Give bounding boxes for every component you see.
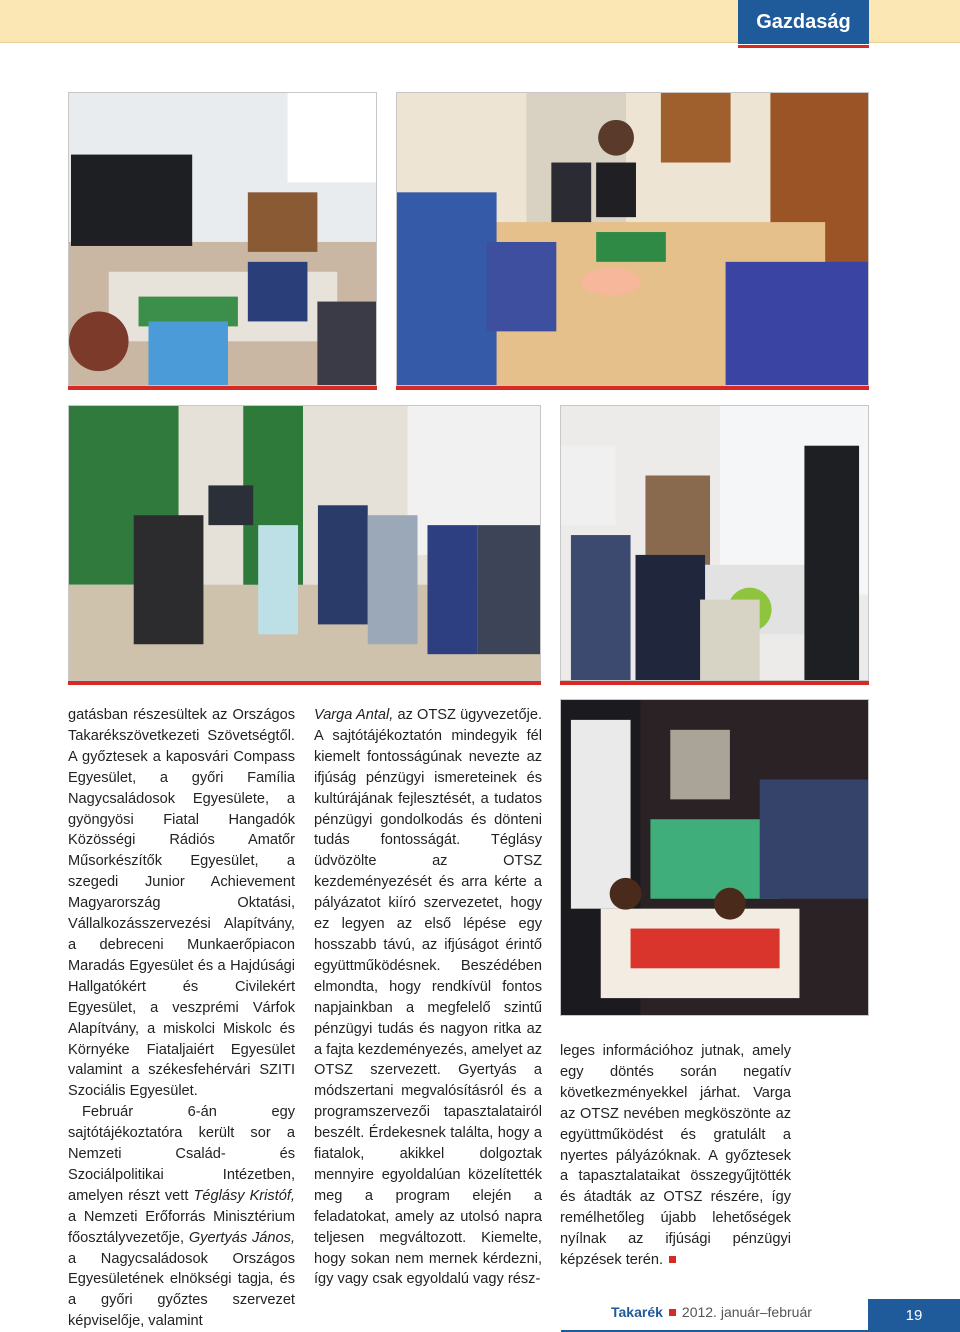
footer [611,1304,812,1320]
section-underline [738,45,869,48]
group-photo-icon [69,406,540,680]
article-column-1 [68,705,295,1332]
photo-accent-bar [396,386,869,390]
article-paragraph: Február 6-án egy sajtótájékoztatóra került sor a Nemzeti Család- és Szociálpolitikai Intézetben, amelyen részt vett Téglásy Kristóf, a Nemzeti Erőforrás Minisztérium főosztályvezetője, Gyertyás János, a Nagycsaládosok Országos Egyesületének elnökségi tagja, és a győri győztes szervezet képviselője, valamint [68,1104,295,1330]
person-name: Gyertyás János, [188,1229,295,1246]
photo-accent-bar [68,681,541,685]
classroom-photo-icon [69,93,376,385]
photo-monopoly-game [560,699,869,1016]
photo-group-seated-in-room [68,405,541,681]
article-column-2 [314,705,542,1290]
magazine-name: Takarék [611,1304,663,1320]
article-paragraph: leges információhoz jutnak, amely egy döntés során negatív következményekkel járhat. Varga az OTSZ nevében megköszönte az együttműködést és gratulált a nyertes pályázóknak. A győztesek a tapasztalataikat összegyűjtötték és átadták az OTSZ részére, így remélhetőleg újabb lehetőségek nyílnak az ifjúsági pénzügyi képzések terén. [560,1043,791,1269]
photo-accent-bar [68,386,377,390]
end-of-article-mark [669,1256,676,1263]
article-paragraph: Varga Antal, az OTSZ ügyvezetője. A sajtótájékoztatón mindegyik fél kiemelt fontosságúnak nevezte az ifjúság pénzügyi ismereteinek és kultúrájának fejlesztését, a tudatos pénzügyi gondolkodás és dönteni tudás fontosságát. Téglásy üdvözölte az OTSZ kezdeményezését és arra kérte a pályázatot kiíró szervezetet, hogy ez legyen az első lépése egy hosszabb távú, az ifjúságot érintő együttműködésnek. Beszédében elmondta, hogy rendkívül fontos napjainkban a megfelelő szintű pénzügyi tudás és nagyon ritka az a fajta kezdeményezés, amelyet az OTSZ szervezett. Gyertyás a módszertani megvalósításról és a programszervezői tapasztalatairól beszélt. Érdekesnek találta, hogy a fiatalok, akikkel dolgoztak mennyire egyoldalúan közelítették meg a program elején a feladatokat, amely az utolsó napra teljesen megváltozott. Kiemelte, hogy sokan nem mernek kérdezni, így vagy csak egyoldalú vagy rész- [314,707,543,1288]
footer-separator [669,1309,676,1316]
article-paragraph: gatásban részesültek az Országos Takarékszövetkezeti Szövetségtől. A győztesek a kaposvári Compass Egyesület, a győri Família Nagycsaládosok Egyesülete, a gyöngyösi Fiatal Hangadók Közösségi Rádiós Amatőr Műsorkészítők Egyesület, a szegedi Junior Achievement Magyarország Oktatási, Vállalkozásszervezési Alapítvány, a debreceni Munkaerőpiacon Maradás Egyesület és a Hajdúsági Hallgatókért és Civilekért Egyesület, a veszprémi Várfok Alapítvány, a miskolci Miskolc és Környéke Fiataljaiért Egyesület valamint a székesfehérvári SZITI Szociális Egyesület. [68,707,295,1100]
photo-young-people-at-table [396,92,869,386]
monopoly-photo-icon [561,700,868,1015]
person-name: Téglásy Kristóf, [193,1187,295,1204]
person-name: Varga Antal, [314,707,394,723]
page-number: 19 [868,1299,960,1332]
section-label: Gazdaság [738,0,869,44]
photo-classroom-board-game [68,92,377,386]
table-photo-icon [397,93,868,385]
photo-accent-bar [560,681,869,685]
photo-presenter-with-group [560,405,869,681]
article-column-3 [560,1041,791,1271]
issue-date: 2012. január–február [681,1304,812,1320]
presenter-photo-icon [561,406,868,680]
